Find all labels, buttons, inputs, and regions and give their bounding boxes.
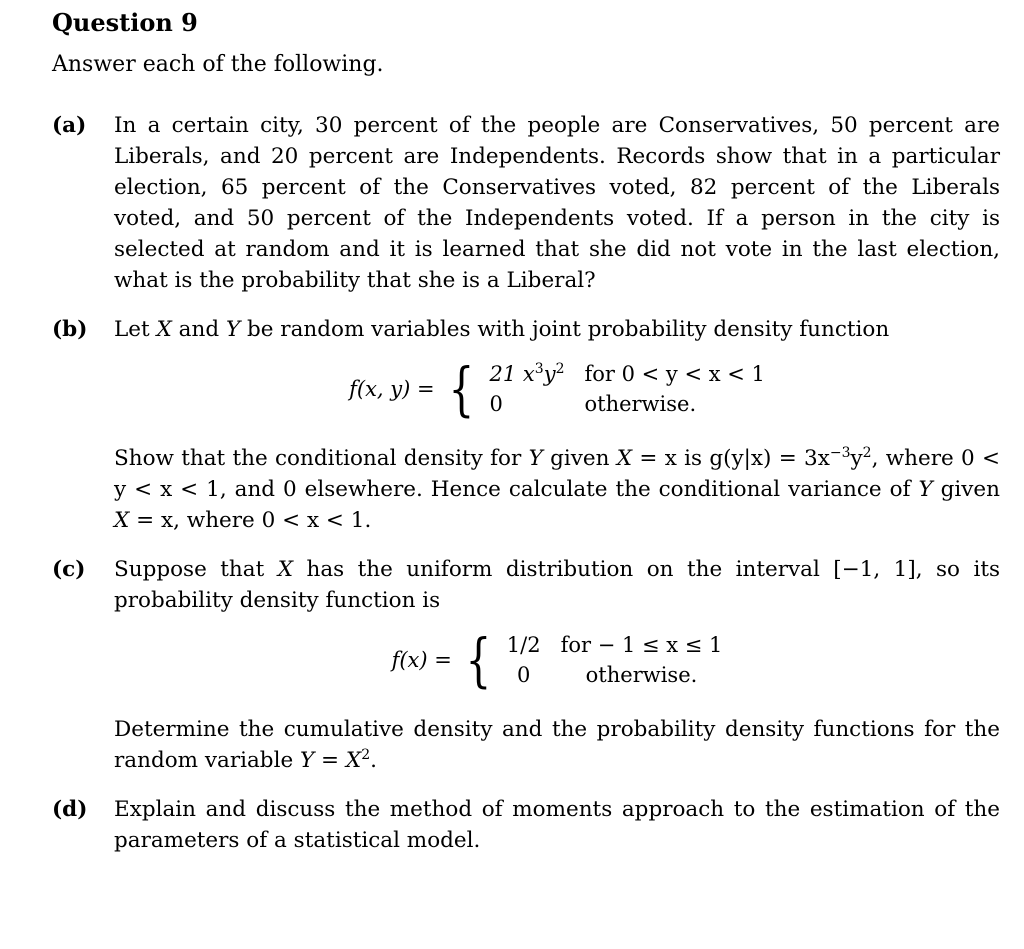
- case2-value: 0: [489, 392, 503, 416]
- part-c-q1: Determine the cumulative density and the probability density functions for the random variable: [114, 717, 1000, 773]
- case1-value: [490, 359, 565, 389]
- left-brace-2: {: [465, 626, 492, 694]
- var-x-2: X: [616, 446, 633, 471]
- part-b-body: [114, 314, 1000, 536]
- part-b-label: (b): [52, 317, 88, 342]
- uniform-density-lhs: f(x) =: [391, 648, 452, 672]
- var-y: Y: [225, 317, 241, 342]
- var-x: X: [156, 317, 172, 342]
- part-b-p2: given: [550, 446, 610, 471]
- var-x-3: X: [114, 508, 130, 533]
- part-c-p2: has the uniform distribution on the interval [−1, 1], so its probability density function is: [114, 557, 1001, 613]
- part-c-determine: [114, 714, 1000, 776]
- part-c-q2-exp: 2: [361, 746, 371, 763]
- c-case2-condition: otherwise.: [585, 663, 698, 687]
- part-b-lead-text: Let: [114, 317, 150, 342]
- part-b-mid-text: and: [178, 317, 220, 342]
- part-b-p4-exp: 2: [862, 444, 872, 461]
- part-d-text: Explain and discuss the method of moments approach to the estimation of the parameters of a statistical model.: [114, 797, 1000, 853]
- part-c-lead: [114, 554, 1000, 616]
- case1-exp2: 2: [555, 361, 565, 377]
- joint-density-equation: [114, 355, 1000, 423]
- case1-coef: 21 x: [489, 362, 535, 386]
- part-b-tail-text: be random variables with joint probability density function: [246, 317, 890, 342]
- case2-condition: otherwise.: [584, 392, 697, 416]
- part-a-label: (a): [52, 113, 87, 138]
- case1-exp1: 3: [534, 361, 544, 377]
- var-y-2: Y: [528, 446, 543, 471]
- part-a: [52, 110, 1000, 296]
- part-c-body: [114, 554, 1000, 776]
- part-b-p5: , where 0 < y < x < 1, and 0 elsewhere. Hence calculate the conditional variance of: [114, 446, 1000, 502]
- part-b-p4: y: [850, 446, 863, 471]
- uniform-density-equation: [114, 626, 1000, 694]
- c-case2-value: 0: [516, 663, 531, 687]
- question-title: Question 9: [52, 8, 198, 37]
- c-case1-value: 1/2: [506, 633, 541, 657]
- var-x-4: X: [277, 557, 293, 582]
- part-b: [52, 314, 1000, 536]
- part-b-show-text: [114, 443, 1000, 536]
- part-d: [52, 794, 1000, 856]
- part-b-p3-exp: −3: [829, 444, 851, 461]
- uniform-density-cases: [507, 630, 723, 690]
- part-b-p3: = x is g(y|x) = 3x: [639, 446, 830, 471]
- part-b-lead: [114, 314, 1000, 345]
- part-b-p7: = x, where 0 < x < 1.: [136, 508, 372, 533]
- var-y-3: Y: [918, 477, 933, 502]
- part-b-p1: Show that the conditional density for: [114, 446, 522, 471]
- part-c-q3: .: [370, 748, 377, 773]
- part-b-p6: given: [940, 477, 1000, 502]
- part-a-body: [114, 110, 1000, 296]
- part-d-body: [114, 794, 1000, 856]
- part-d-label: (d): [52, 797, 88, 822]
- joint-density-lhs: f(x, y) =: [349, 377, 435, 401]
- left-brace: {: [448, 355, 474, 423]
- part-c: [52, 554, 1000, 776]
- part-c-q2: Y = X: [300, 748, 362, 773]
- c-case1-condition: for − 1 ≤ x ≤ 1: [560, 633, 723, 657]
- part-c-label: (c): [52, 557, 86, 582]
- part-c-p1: Suppose that: [114, 557, 265, 582]
- case1-condition: for 0 < y < x < 1: [584, 362, 765, 386]
- case1-y: y: [543, 362, 556, 386]
- part-a-text: In a certain city, 30 percent of the people are Conservatives, 50 percent are Liberals, and 20 percent are Independents. Records show that in a particular election, 65 percent of the Conservatives voted, 82 percent of the Liberals voted, and 50 percent of the Independents voted. If a person in the city is selected at random and it is learned that she did not vote in the last election, what is the probability that she is a Liberal?: [114, 113, 1000, 293]
- joint-density-cases: [490, 359, 765, 419]
- question-intro: Answer each of the following.: [52, 52, 384, 77]
